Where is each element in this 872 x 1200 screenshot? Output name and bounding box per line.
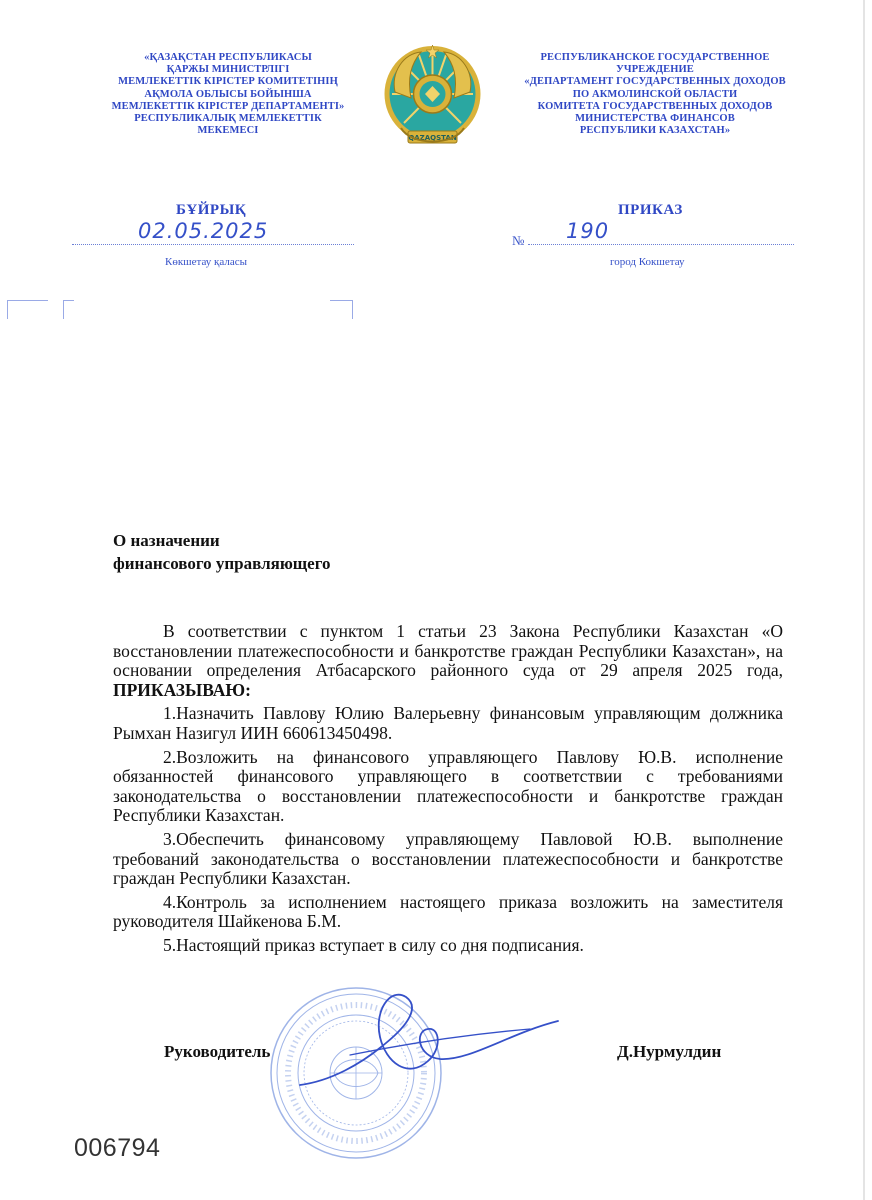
order-intro-paragraph: [113, 622, 783, 700]
header-left-org: [78, 52, 378, 137]
corner-mark-left: [7, 300, 48, 319]
order-item: 4.Контроль за исполнением настоящего приказа возложить на заместителя руководителя Шайкенова Б.М.: [113, 891, 783, 932]
signer-position: Руководитель: [164, 1042, 271, 1061]
header-left-line: МЕКЕМЕСІ: [197, 125, 259, 137]
date-handwritten: 02.05.2025: [138, 219, 269, 243]
order-intro-text: В соответствии с пунктом 1 статьи 23 Закона Республики Казахстан «О восстановлении платежеспособности и банкротстве граждан Республики Казахстан», на основании определения Атбасарского районного суда от 29 апреля 2025 года,: [113, 621, 783, 681]
header-right-line: МИНИСТЕРСТВА ФИНАНСОВ: [575, 113, 735, 125]
order-title-line: О назначении: [113, 531, 220, 550]
doc-type-ru: ПРИКАЗ: [618, 202, 683, 218]
order-item: 1.Назначить Павлову Юлию Валерьевну финансовым управляющим должника Рымхан Назигул ИИН 660613450498.: [113, 703, 783, 743]
corner-mark-right: [330, 300, 353, 319]
header-right-line: «ДЕПАРТАМЕНТ ГОСУДАРСТВЕННЫХ ДОХОДОВ: [524, 76, 786, 88]
order-directive: ПРИКАЗЫВАЮ:: [113, 679, 251, 700]
header-right-org: [505, 52, 805, 137]
header-left-line: ҚАРЖЫ МИНИСТРЛІГІ: [166, 64, 290, 76]
order-item: 2.Возложить на финансового управляющего Павлову Ю.В. исполнение обязанностей финансового управляющего в соответствии с требованиями законодательства о восстановлении платежеспособности и банкротстве граждан Республики Казахстан.: [113, 746, 783, 826]
header-left-line: МЕМЛЕКЕТТІК КІРІСТЕР КОМИТЕТІНІҢ: [118, 76, 338, 88]
scan-edge: [863, 0, 865, 1200]
city-ru: город Кокшетау: [610, 256, 685, 268]
handwritten-signature-icon: [290, 985, 570, 1095]
header-left-line: МЕМЛЕКЕТТІК КІРІСТЕР ДЕПАРТАМЕНТІ»: [111, 100, 345, 112]
order-item: 3.Обеспечить финансовому управляющему Павловой Ю.В. выполнение требований законодательства о восстановлении платежеспособности и банкротстве граждан Республики Казахстан.: [113, 828, 783, 889]
number-handwritten: 190: [566, 219, 610, 243]
order-body: [113, 622, 783, 956]
order-item: 5.Настоящий приказ вступает в силу со дня подписания.: [163, 934, 584, 955]
state-emblem-icon: [381, 42, 484, 155]
number-line: [528, 244, 794, 245]
header-left-line: АҚМОЛА ОБЛЫСЫ БОЙЫНША: [144, 88, 312, 100]
serial-number: 006794: [74, 1134, 161, 1162]
header-right-line: РЕСПУБЛИКИ КАЗАХСТАН»: [579, 125, 731, 137]
header-right-line: РЕСПУБЛИКАНСКОЕ ГОСУДАРСТВЕННОЕ: [540, 52, 770, 63]
order-title: [113, 529, 331, 575]
header-right-line: КОМИТЕТА ГОСУДАРСТВЕННЫХ ДОХОДОВ: [537, 100, 773, 112]
signer-name: Д.Нурмулдин: [617, 1042, 722, 1061]
header-right-line: ПО АКМОЛИНСКОЙ ОБЛАСТИ: [572, 88, 738, 100]
doc-type-kz: БҰЙРЫҚ: [176, 202, 247, 218]
date-line: [72, 244, 354, 245]
corner-mark-left-inner: [63, 300, 74, 319]
header-left-line: «ҚАЗАҚСТАН РЕСПУБЛИКАСЫ: [144, 52, 312, 63]
city-kz: Көкшетау қаласы: [165, 256, 248, 268]
number-label: №: [512, 233, 525, 248]
order-title-line: финансового управляющего: [113, 554, 331, 573]
header-right-line: УЧРЕЖДЕНИЕ: [616, 64, 694, 76]
emblem-ribbon-text: QAZAQSTAN: [408, 134, 457, 142]
header-left-line: РЕСПУБЛИКАЛЫҚ МЕМЛЕКЕТТІК: [134, 113, 322, 125]
